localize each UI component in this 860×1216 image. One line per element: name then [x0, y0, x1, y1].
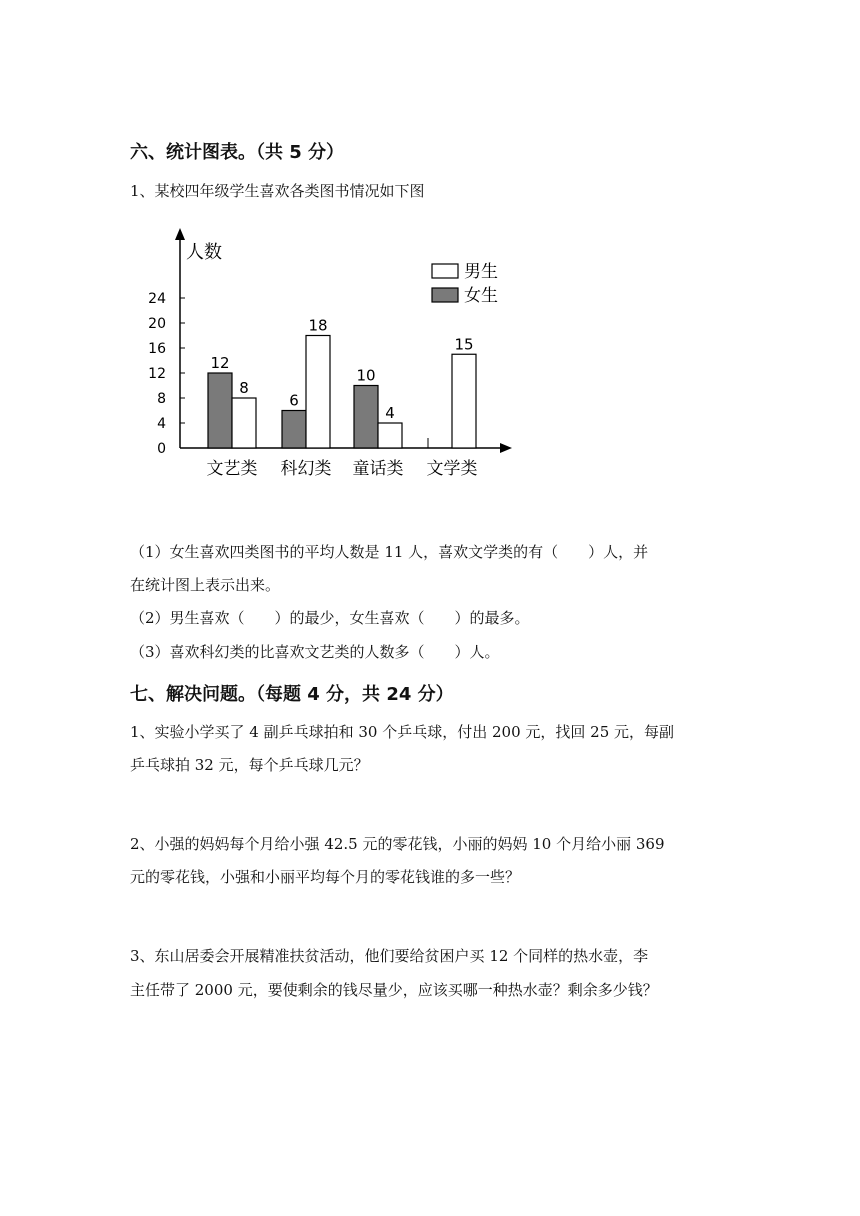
y-axis-arrow [175, 228, 185, 240]
problem2-line1: 2、小强的妈妈每个月给小强 42.5 元的零花钱，小丽的妈妈 10 个月给小丽 369 [130, 835, 665, 853]
problem1-line2: 乒乓球拍 32 元，每个乒乓球几元？ [130, 756, 369, 774]
subquestion3: （3）喜欢科幻类的比喜欢文艺类的人数多（ ）人。 [130, 643, 500, 661]
problem3-line1: 3、东山居委会开展精准扶贫活动，他们要给贫困户买 12 个同样的热水壶，李 [130, 947, 649, 965]
data-label: 15 [454, 335, 474, 354]
bar-chart [140, 216, 530, 486]
subquestion2: （2）男生喜欢（ ）的最少，女生喜欢（ ）的最多。 [130, 609, 530, 627]
problem3-line2: 主任带了 2000 元，要使剩余的钱尽量少，应该买哪一种热水壶？剩余多少钱？ [130, 981, 658, 999]
bar-女生-科幻类 [282, 411, 306, 449]
data-label: 6 [289, 391, 299, 410]
bar-女生-童话类 [354, 386, 378, 449]
x-axis-arrow [500, 443, 512, 453]
y-tick-label: 0 [157, 441, 166, 457]
bar-男生-文艺类 [232, 398, 256, 448]
category-label: 童话类 [352, 459, 404, 479]
data-label: 12 [210, 354, 230, 372]
section6-title: 六、统计图表。（共 5 分） [130, 142, 345, 163]
category-label: 文学类 [426, 459, 478, 479]
bar-男生-童话类 [378, 423, 402, 448]
y-tick-label: 8 [157, 391, 166, 407]
bar-男生-科幻类 [306, 336, 330, 449]
legend-swatch-女生 [432, 288, 458, 302]
category-label: 文艺类 [206, 459, 258, 479]
y-tick-label: 12 [148, 366, 166, 382]
data-label: 10 [356, 366, 376, 385]
question1-intro: 1、某校四年级学生喜欢各类图书情况如下图 [130, 182, 425, 200]
legend-label: 男生 [464, 262, 498, 282]
problem2-line2: 元的零花钱，小强和小丽平均每个月的零花钱谁的多一些？ [130, 868, 521, 886]
bar-男生-文学类 [452, 354, 476, 448]
subquestion1-line1: （1）女生喜欢四类图书的平均人数是 11 人，喜欢文学类的有（ ）人，并 [130, 543, 649, 561]
y-tick-label: 16 [148, 341, 166, 357]
chart-y-axis-label: 人数 [186, 242, 222, 263]
subquestion1-line2: 在统计图上表示出来。 [130, 576, 281, 594]
bar-女生-文艺类 [208, 373, 232, 448]
category-label: 科幻类 [280, 459, 332, 479]
data-label: 4 [385, 404, 395, 422]
problem1-line1: 1、实验小学买了 4 副乒乓球拍和 30 个乒乓球，付出 200 元，找回 25 元，每副 [130, 723, 675, 741]
section7-title: 七、解决问题。（每题 4 分，共 24 分） [130, 684, 454, 705]
legend-swatch-男生 [432, 264, 458, 278]
y-tick-label: 4 [157, 416, 166, 432]
chart-category-labels [207, 459, 478, 479]
legend-label: 女生 [464, 286, 498, 306]
data-label: 18 [308, 316, 328, 335]
y-tick-label: 20 [148, 316, 166, 332]
chart-legend [432, 262, 498, 306]
y-tick-label: 24 [148, 291, 166, 307]
data-label: 8 [239, 379, 249, 397]
